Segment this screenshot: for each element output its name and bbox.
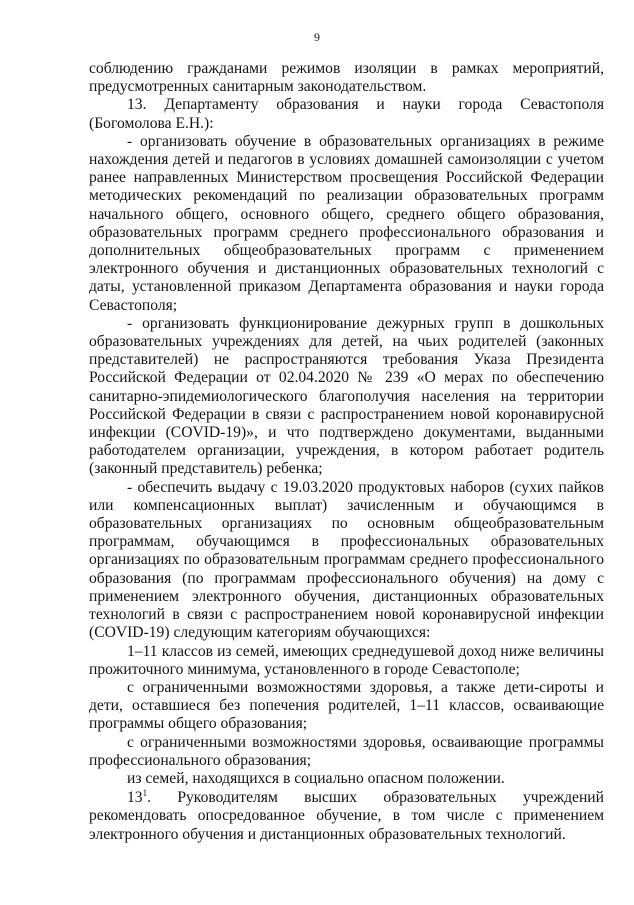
document-body — [89, 60, 604, 844]
paragraph-item-13-heading: 13. Департаменту образования и науки города Севастополя (Богомолова Е.Н.): — [89, 96, 604, 132]
item-superscript: 1 — [142, 787, 148, 798]
paragraph-organize-distance-learning: - организовать обучение в образовательных организациях в режиме нахождения детей и педагогов в условиях домашней самоизоляции с учетом ранее направленных Министерством просвещения Российской Федерации методических рекомендаций по реализации образовательных программ начального общего, основного общего, среднего общего образования, образовательных программ среднего профессионального образования и дополнительных общеобразовательных программ с применением электронного обучения и дистанционных образовательных технологий с даты, установленной приказом Департамента образования и науки города Севастополя; — [89, 132, 604, 314]
paragraph-food-sets: - обеспечить выдачу с 19.03.2020 продуктовых наборов (сухих пайков или компенсационных выплат) зачисленным и обучающимся в образовательных организациях по основным общеобразовательным программам, обучающимся в профессиональных образовательных организациях по образовательным программам среднего профессионального образования (по программам профессионального обучения) на дому с применением электронного обучения, дистанционных образовательных технологий в связи с распространением новой коронавирусной инфекции (COVID-19) следующим категориям обучающихся: — [89, 478, 604, 642]
paragraph-category-disabilities-orphans: с ограниченными возможностями здоровья, а также дети-сироты и дети, оставшиеся без попечения родителей, 1–11 классов, осваивающие программы общего образования; — [89, 678, 604, 733]
item-number: 13 — [127, 789, 143, 807]
paragraph-duty-groups: - организовать функционирование дежурных групп в дошкольных образовательных учреждениях для детей, на чьих родителей (законных представителей) не распространяются требования Указа Президента Российской Федерации от 02.04.2020 № 239 «О мерах по обеспечению санитарно-эпидемиологического благополучия населения на территории Российской Федерации в связи с распространением новой коронавирусной инфекции (COVID-19)», и что подтверждено документами, выданными работодателем организации, учреждения, в котором работает родитель (законный представитель) ребенка; — [89, 314, 604, 478]
item-text: . Руководителям высших образовательных учреждений рекомендовать опосредованное обучение, в том числе с применением электронного обучения и дистанционных образовательных технологий. — [89, 789, 604, 843]
paragraph-item-13-1 — [89, 789, 604, 844]
page-number: 9 — [314, 30, 320, 44]
paragraph-category-dangerous-situation: из семей, находящихся в социально опасном положении. — [127, 769, 505, 787]
paragraph-category-low-income: 1–11 классов из семей, имеющих среднедушевой доход ниже величины прожиточного минимума, установленного в городе Севастополе; — [89, 642, 604, 678]
paragraph-continuation: соблюдению гражданами режимов изоляции в рамках мероприятий, предусмотренных санитарным законодательством. — [89, 60, 604, 96]
paragraph-category-professional: с ограниченными возможностями здоровья, осваивающие программы профессионального образования; — [89, 733, 604, 769]
